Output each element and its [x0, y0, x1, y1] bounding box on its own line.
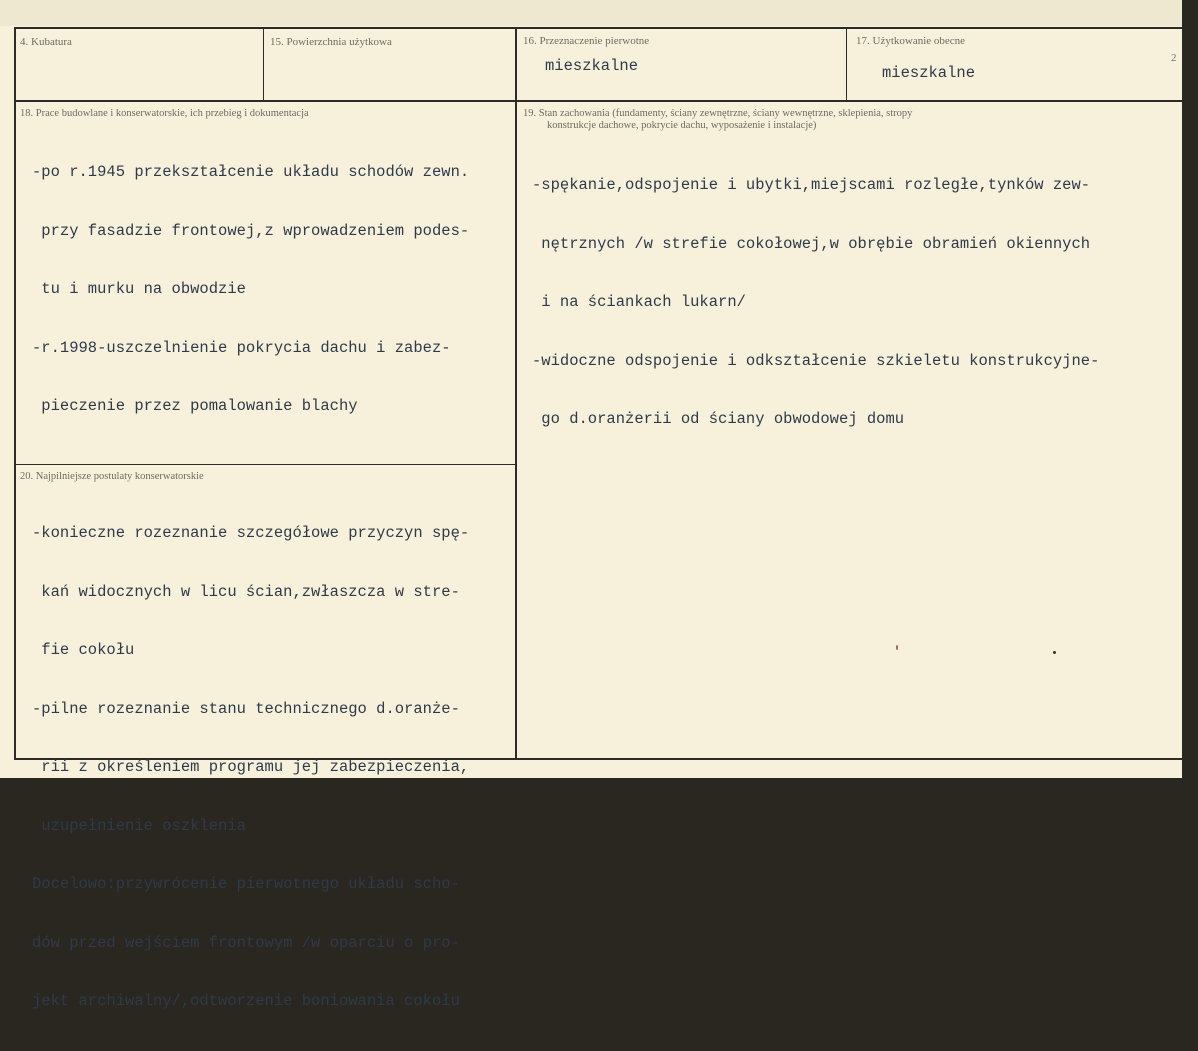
text-line: i na ściankach lukarn/ [532, 293, 746, 311]
text-line: nętrznych /w strefie cokołowej,w obrębie obramień okiennych [532, 234, 1091, 253]
text-line: -r.1998-uszczelnienie pokrycia dachu i zabez- [32, 338, 451, 357]
col-divider-a [263, 27, 264, 101]
text-line: -widoczne odspojenie i odkształcenie szkieletu konstrukcyjne- [532, 351, 1100, 370]
card-top-band [0, 0, 1182, 26]
text-line: -spękanie,odspojenie i ubytki,miejscami rozległe,tynków zew- [532, 176, 1091, 194]
field-19-label-line-2: konstrukcje dachowe, pokrycie dachu, wyposażenie i instalacje) [547, 120, 817, 131]
text-line: kań widocznych w licu ścian,zwłaszcza w stre- [32, 582, 460, 601]
text-line: go d.oranżerii od ściany obwodowej domu [532, 410, 905, 428]
text-line: uzupełnienie oszklenia [32, 816, 246, 835]
text-line: fie cokołu [32, 641, 135, 659]
field-19-label [523, 108, 912, 132]
edge-mark: 2 [1171, 52, 1177, 64]
text-line: dów przed wejściem frontowym /w oparciu o pro- [32, 933, 460, 952]
field-18-label: 18. Prace budowlane i konserwatorskie, ich przebieg i dokumentacja [20, 108, 309, 119]
text-line: -konieczne rozeznanie szczegółowe przyczyn spę- [32, 524, 470, 542]
col-divider-c [846, 27, 847, 101]
text-line: tu i murku na obwodzie [32, 280, 246, 298]
left-border [14, 27, 16, 760]
field-20-text [32, 485, 469, 1051]
field-19-text [532, 137, 1099, 469]
text-line: -po r.1945 przekształcenie układu schodów zewn. [32, 163, 470, 181]
field-16-label: 16. Przeznaczenie pierwotne [523, 35, 650, 47]
field-17-label: 17. Użytkowanie obecne [856, 35, 966, 47]
field-4-label: 4. Kubatura [20, 36, 72, 48]
row-divider-2 [14, 464, 517, 465]
col-divider-b [515, 27, 517, 760]
text-line: rii z określeniem programu jej zabezpieczenia, [32, 758, 470, 776]
top-rule [14, 27, 1182, 29]
field-17-value: mieszkalne [882, 64, 976, 82]
row-divider-1 [14, 100, 1182, 102]
field-16-value: mieszkalne [545, 57, 639, 75]
field-20-label: 20. Najpilniejsze postulaty konserwatorskie [20, 471, 204, 482]
text-line: przy fasadzie frontowej,z wprowadzeniem podes- [32, 221, 470, 240]
text-line: -pilne rozeznanie stanu technicznego d.oranże- [32, 699, 460, 718]
paper-speck [896, 645, 898, 650]
field-18-text [32, 124, 469, 456]
text-line: jekt archiwalny/,odtworzenie boniowania cokołu [32, 992, 460, 1010]
field-19-label-line-1: 19. Stan zachowania (fundamenty, ściany zewnętrzne, ściany wewnętrzne, sklepienia, stropy [523, 108, 913, 119]
text-line: Docelowo:przywrócenie pierwotnego układu scho- [32, 875, 460, 893]
field-15-label: 15. Powierzchnia użytkowa [270, 36, 392, 48]
paper-speck [1053, 651, 1056, 654]
text-line: pieczenie przez pomalowanie blachy [32, 397, 358, 415]
